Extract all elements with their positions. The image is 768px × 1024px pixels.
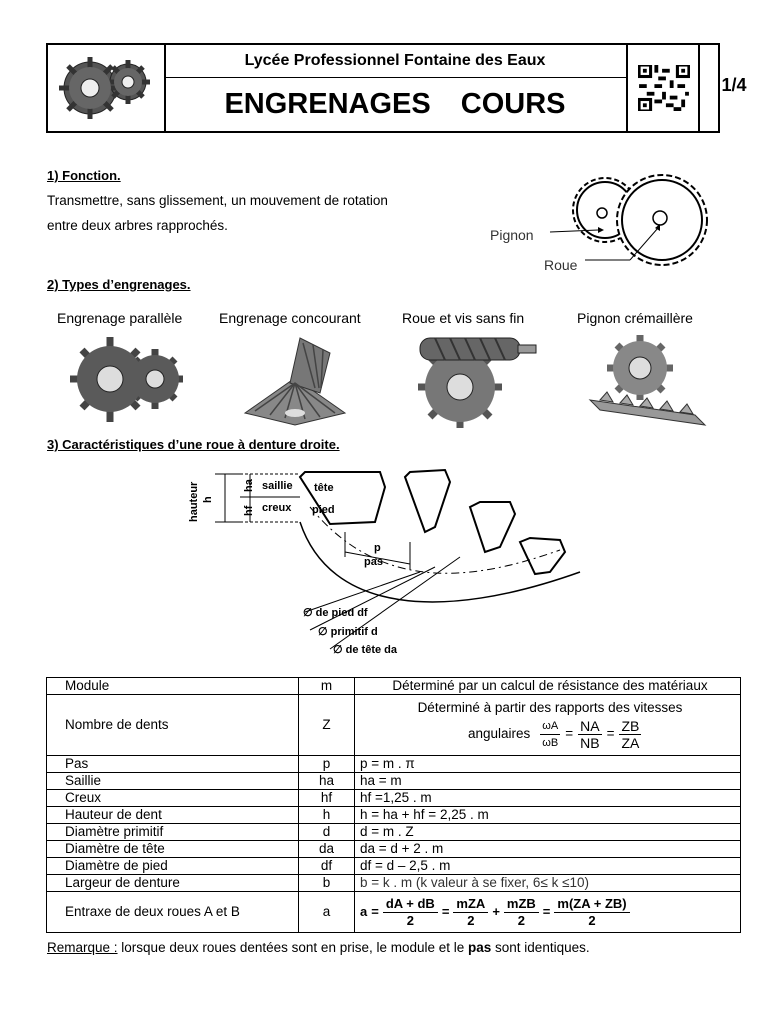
label-p: p [374, 542, 381, 554]
diameter-symbol: ∅ [318, 626, 328, 638]
fraction-m-sum [554, 896, 629, 929]
fraction-z [619, 718, 641, 751]
label-pignon: Pignon [490, 227, 534, 243]
numerator: m(ZA + ZB) [554, 896, 629, 913]
gears-logo-icon [48, 45, 164, 131]
cell-formula: b = k . m (k valeur à se fixer, 6≤ k ≤10) [355, 875, 741, 892]
remark-bold: pas [468, 940, 492, 955]
denominator: 2 [467, 912, 475, 928]
equals-sign: = [371, 904, 379, 919]
parallel-gears-icon [65, 332, 185, 427]
label-saillie: saillie [262, 480, 293, 492]
section1-title: 1) Fonction. [47, 168, 121, 183]
cell-name: Entraxe de deux roues A et B [47, 892, 299, 933]
cell-symbol: d [299, 824, 355, 841]
cell-symbol: h [299, 807, 355, 824]
table-row [47, 790, 741, 807]
qr-code-icon [638, 65, 690, 111]
cell-name: Saillie [47, 773, 299, 790]
table-row [47, 807, 741, 824]
label-primitif [318, 625, 378, 638]
equals-sign: = [542, 904, 551, 919]
denominator: 2 [406, 912, 414, 928]
type-label-cremaillere: Pignon crémaillère [577, 310, 693, 326]
header-frame [46, 43, 747, 133]
cell-formula: h = ha + hf = 2,25 . m [355, 807, 741, 824]
cell-symbol: b [299, 875, 355, 892]
label-creux: creux [262, 502, 292, 514]
label-pas: pas [364, 556, 383, 568]
qr-cell [626, 45, 700, 131]
label-h: h [202, 496, 214, 503]
label-de-pied [303, 606, 368, 619]
label-pied: pied [312, 504, 335, 516]
label-tete: tête [314, 482, 334, 494]
label-hauteur: hauteur [188, 481, 200, 522]
table-row [47, 756, 741, 773]
z-a: ZA [621, 734, 640, 751]
cell-formula: df = d – 2,5 . m [355, 858, 741, 875]
cell-name: Hauteur de dent [47, 807, 299, 824]
label-de-pied-text: de pied df [315, 607, 368, 619]
page-title: ENGRENAGES COURS [224, 88, 566, 120]
type-label-concourant: Engrenage concourant [219, 310, 361, 326]
cell-formula: ha = m [355, 773, 741, 790]
diameter-symbol: ∅ [303, 607, 313, 619]
numerator: mZB [504, 896, 539, 913]
type-label-parallel: Engrenage parallèle [57, 310, 183, 326]
section1-line1: Transmettre, sans glissement, un mouvement de rotation [47, 193, 388, 208]
cell-symbol: Z [299, 695, 355, 756]
entraxe-formula [360, 896, 740, 929]
denominator: 2 [517, 912, 525, 928]
pinion-wheel-illustration [480, 170, 730, 280]
remark-text1: lorsque deux roues dentées sont en prise, le module et le [117, 940, 469, 955]
fraction-n [578, 718, 601, 751]
cell-symbol: da [299, 841, 355, 858]
equals-sign: = [565, 726, 574, 741]
label-primitif-text: primitif d [330, 626, 378, 638]
cell-name: Diamètre de pied [47, 858, 299, 875]
entraxe-a: a [360, 904, 368, 919]
n-b: NB [580, 734, 600, 751]
cell-formula: hf =1,25 . m [355, 790, 741, 807]
cell-symbol: df [299, 858, 355, 875]
table-row [47, 773, 741, 790]
worm-gear-icon [410, 330, 540, 430]
tooth-characteristics-diagram [180, 462, 600, 662]
bevel-gears-icon [235, 333, 355, 428]
formula-line1: Déterminé à partir des rapports des vitesses [417, 699, 683, 715]
cell-name: Diamètre primitif [47, 824, 299, 841]
cell-name: Largeur de denture [47, 875, 299, 892]
equals-sign: = [606, 726, 615, 741]
fraction-mzb [504, 896, 539, 929]
numerator: dA + dB [383, 896, 438, 913]
page-number: 1/4 [698, 45, 768, 131]
section2-title: 2) Types d’engrenages. [47, 277, 191, 292]
cell-name: Module [47, 678, 299, 695]
cell-formula: Déterminé par un calcul de résistance des matériaux [355, 678, 741, 695]
cell-symbol: hf [299, 790, 355, 807]
table-row [47, 841, 741, 858]
cell-formula: d = m . Z [355, 824, 741, 841]
school-name: Lycée Professionnel Fontaine des Eaux [164, 45, 626, 78]
fraction-mza [453, 896, 488, 929]
remark-text2: sont identiques. [491, 940, 590, 955]
formula-line2: angulaires [468, 726, 531, 741]
characteristics-table [46, 677, 741, 933]
omega-b: ωB [542, 736, 559, 749]
table-row [47, 824, 741, 841]
cell-symbol: ha [299, 773, 355, 790]
table-row [47, 875, 741, 892]
cell-formula: p = m . π [355, 756, 741, 773]
cell-name: Diamètre de tête [47, 841, 299, 858]
section1-line2: entre deux arbres rapprochés. [47, 218, 228, 233]
label-de-tete-text: de tête da [345, 644, 398, 656]
remark [47, 940, 590, 955]
fraction-da-db [383, 896, 438, 929]
cell-name: Nombre de dents [47, 695, 299, 756]
cell-name: Pas [47, 756, 299, 773]
plus-sign: + [492, 904, 500, 919]
label-hf: hf [243, 505, 255, 516]
logo-cell [48, 45, 166, 131]
cell-symbol: p [299, 756, 355, 773]
cell-symbol: m [299, 678, 355, 695]
n-a: NA [580, 717, 600, 734]
omega-a: ωA [540, 718, 560, 735]
diameter-symbol: ∅ [333, 644, 343, 656]
cell-formula [355, 892, 741, 933]
ratio-formula [468, 718, 740, 751]
label-roue: Roue [544, 257, 578, 273]
table-row [47, 858, 741, 875]
section3-title: 3) Caractéristiques d’une roue à denture droite. [47, 437, 340, 452]
cell-name: Creux [47, 790, 299, 807]
numerator: mZA [453, 896, 488, 913]
rack-pinion-icon [585, 330, 710, 430]
cell-formula [355, 695, 741, 756]
z-b: ZB [621, 717, 640, 734]
table-row [47, 892, 741, 933]
cell-symbol: a [299, 892, 355, 933]
type-label-vis-sans-fin: Roue et vis sans fin [402, 310, 525, 326]
table-row [47, 695, 741, 756]
remark-label: Remarque : [47, 940, 118, 955]
fraction-omega [540, 718, 560, 751]
denominator: 2 [588, 912, 596, 928]
table-row [47, 678, 741, 695]
label-de-tete [333, 643, 397, 656]
equals-sign: = [441, 904, 450, 919]
label-ha: ha [243, 479, 255, 492]
cell-formula: da = d + 2 . m [355, 841, 741, 858]
